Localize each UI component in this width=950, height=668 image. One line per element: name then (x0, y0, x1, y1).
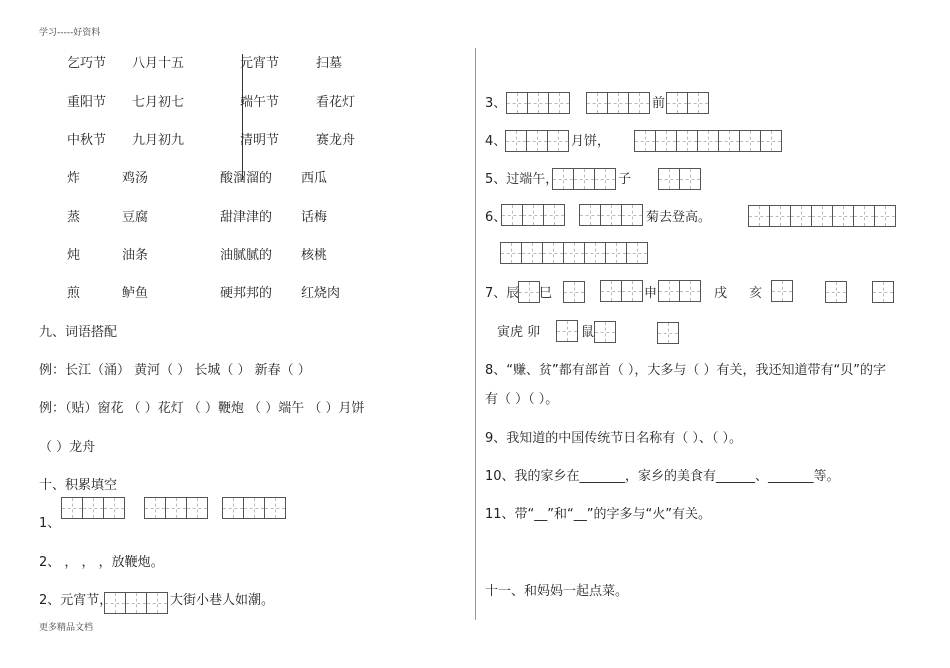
answer-grid-q5a[interactable] (552, 168, 616, 190)
q4-label: 4、 (485, 134, 507, 149)
answer-grid-q1a[interactable] (61, 497, 125, 519)
food-cell: 炸 (67, 171, 81, 186)
festival-cell: 清明节 (240, 133, 280, 148)
food-cell: 煎 (67, 286, 81, 301)
q7-c: 戌 (714, 286, 728, 301)
answer-grid-q7c[interactable] (600, 280, 643, 302)
q9-line: 9、我知道的中国传统节日名称有（ ）、（ ）。 (485, 431, 743, 446)
food-cell: 鸡汤 (122, 171, 149, 186)
answer-grid-q2b[interactable] (104, 592, 168, 614)
answer-grid-q7j[interactable] (657, 322, 679, 344)
food-cell: 豆腐 (122, 210, 149, 225)
q8-line1: 8、“赚、贫”都有部首（ ），大多与（ ）有关，我还知道带有“贝”的字 (485, 363, 886, 378)
food-cell: 鲈鱼 (122, 286, 149, 301)
q10-line: 10、我的家乡在_______，家乡的美食有______、_______等。 (485, 469, 840, 484)
answer-grid-q7i[interactable] (594, 321, 616, 343)
section11-title: 十一、和妈妈一起点菜。 (485, 584, 629, 599)
q2-line: 2、 ， ， ，放鞭炮。 (39, 555, 164, 570)
answer-grid-q1c[interactable] (222, 497, 286, 519)
festival-cell: 扫墓 (316, 56, 343, 71)
section9-example2-cont: （ ）龙舟 (39, 440, 96, 455)
answer-grid-q1b[interactable] (144, 497, 208, 519)
festival-cell: 重阳节 (67, 95, 107, 110)
q7-d: 亥 (749, 286, 763, 301)
festival-cell: 元宵节 (240, 56, 280, 71)
answer-grid-q3a[interactable] (506, 92, 570, 114)
answer-grid-q7h[interactable] (556, 320, 578, 342)
answer-grid-q3c[interactable] (666, 92, 709, 114)
food-cell: 酸溜溜的 (220, 171, 273, 186)
food-cell: 硬邦邦的 (220, 286, 273, 301)
q4-mid: 月饼， (571, 134, 611, 149)
q1-label: 1、 (39, 516, 61, 531)
q6-label: 6、 (485, 210, 507, 225)
q3-label: 3、 (485, 96, 507, 111)
q5-mid: 子 (618, 172, 632, 187)
food-cell: 炖 (67, 248, 81, 263)
festival-cell: 中秋节 (67, 133, 107, 148)
q2b-post: 大街小巷人如潮。 (170, 593, 275, 608)
q7-row2-b: 鼠 (581, 325, 595, 340)
matching-line (242, 54, 243, 180)
answer-grid-q7e[interactable] (771, 280, 793, 302)
section10-title: 十、积累填空 (39, 478, 118, 493)
festival-cell: 端午节 (240, 95, 280, 110)
answer-grid-q5b[interactable] (658, 168, 701, 190)
answer-grid-q4a[interactable] (505, 130, 569, 152)
festival-cell: 看花灯 (316, 95, 356, 110)
q2b-pre: 2、元宵节， (39, 593, 113, 608)
festival-cell: 八月十五 (132, 56, 185, 71)
food-cell: 蒸 (67, 210, 81, 225)
food-cell: 西瓜 (301, 171, 328, 186)
food-cell: 甜津津的 (220, 210, 273, 225)
footer-note: 更多精品文档 (39, 623, 94, 633)
answer-grid-q7b[interactable] (563, 281, 585, 303)
header-note: 学习-----好资料 (39, 28, 101, 38)
answer-grid-q4b[interactable] (634, 130, 782, 152)
food-cell: 核桃 (301, 248, 328, 263)
answer-grid-q7f[interactable] (825, 281, 847, 303)
festival-cell: 赛龙舟 (316, 133, 356, 148)
q7-pre: 7、辰 (485, 286, 520, 301)
section9-title: 九、词语搭配 (39, 325, 118, 340)
q7-row2-a: 寅虎 卯 (497, 325, 541, 340)
q8-line2: 有（ ）（ ）。 (485, 392, 559, 407)
answer-grid-q6d[interactable] (500, 242, 648, 264)
q11-line: 11、带“__”和“__”的字多与“火”有关。 (485, 507, 711, 522)
q5-label: 5、过端午， (485, 172, 559, 187)
answer-grid-q7a[interactable] (518, 281, 540, 303)
section9-example2: 例：（贴）窗花 （ ）花灯 （ ）鞭炮 （ ）端午 （ ）月饼 (39, 401, 365, 416)
festival-cell: 乞巧节 (67, 56, 107, 71)
food-cell: 红烧肉 (301, 286, 341, 301)
section9-example1: 例：长江（涌） 黄河（ ） 长城（ ） 新春（ ） (39, 363, 311, 378)
answer-grid-q3b[interactable] (586, 92, 650, 114)
food-cell: 油条 (122, 248, 149, 263)
q7-b: 申 (644, 286, 658, 301)
answer-grid-q7d[interactable] (658, 280, 701, 302)
food-cell: 话梅 (301, 210, 328, 225)
answer-grid-q6a[interactable] (501, 204, 565, 226)
answer-grid-q6b[interactable] (579, 204, 643, 226)
column-divider (475, 48, 476, 620)
q3-mid: 前 (652, 96, 666, 111)
q7-a: 巳 (539, 286, 553, 301)
answer-grid-q7g[interactable] (872, 281, 894, 303)
food-cell: 油腻腻的 (220, 248, 273, 263)
festival-cell: 九月初九 (132, 133, 185, 148)
answer-grid-q6c[interactable] (748, 205, 896, 227)
festival-cell: 七月初七 (132, 95, 185, 110)
q6-mid: 菊去登高。 (646, 210, 712, 225)
